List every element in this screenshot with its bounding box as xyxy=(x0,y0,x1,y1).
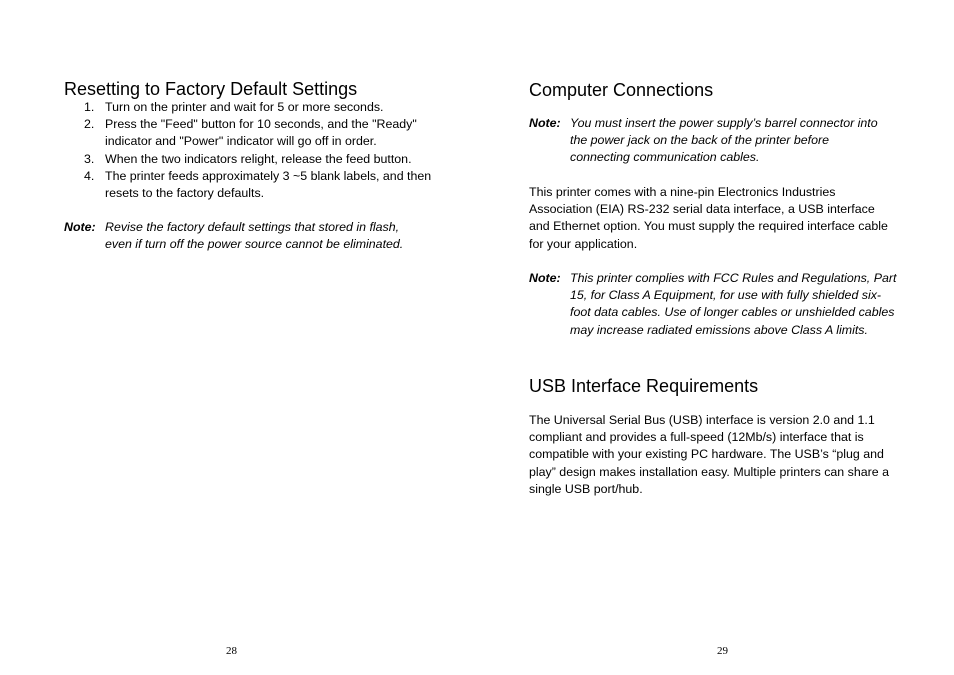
list-item: 4. The printer feeds approximately 3 ~5 blank labels, and then resets to the factory defaults. xyxy=(84,168,432,201)
step-text: Press the "Feed" button for 10 seconds, and the "Ready" indicator and "Power" indicator will go off in order. xyxy=(105,117,417,149)
factory-reset-note xyxy=(64,219,414,253)
note-label: Note: xyxy=(529,116,561,130)
section-heading-computer-connections: Computer Connections xyxy=(529,80,714,100)
step-text: The printer feeds approximately 3 ~5 blank labels, and then resets to the factory defaults. xyxy=(105,168,432,201)
note-text: You must insert the power supply’s barrel connector into the power jack on the back of the printer before connecting communication cables. xyxy=(570,116,878,165)
step-text: When the two indicators relight, release the feed button. xyxy=(105,151,412,166)
note-label: Note: xyxy=(64,220,96,234)
list-item: 1. Turn on the printer and wait for 5 or more seconds. xyxy=(84,100,384,114)
list-item: 3. When the two indicators relight, release the feed button. xyxy=(84,151,412,166)
reset-steps-list xyxy=(64,99,434,202)
right-page xyxy=(477,0,954,675)
fcc-note xyxy=(529,270,899,339)
usb-paragraph: The Universal Serial Bus (USB) interface is version 2.0 and 1.1 compliant and provides a full-speed (12Mb/s) interface that is compatible with your existing PC hardware. The USB’s “plug and play” design makes installation easy. Multiple printers can share a single USB port/hub. xyxy=(529,413,889,496)
section-heading-usb-requirements: USB Interface Requirements xyxy=(529,376,759,396)
page-number: 28 xyxy=(226,645,237,657)
page-number: 29 xyxy=(717,645,728,657)
note-label: Note: xyxy=(529,271,561,285)
power-supply-note xyxy=(529,115,889,167)
section-heading-factory-reset: Resetting to Factory Default Settings xyxy=(64,79,358,99)
list-item: 2. Press the "Feed" button for 10 seconds, and the "Ready" indicator and "Power" indicator will go off in order. xyxy=(84,117,417,149)
note-text: Revise the factory default settings that stored in flash, even if turn off the power source cannot be eliminated. xyxy=(105,220,404,252)
interface-paragraph: This printer comes with a nine-pin Electronics Industries Association (EIA) RS-232 serial data interface, a USB interface and Ethernet option. You must supply the required interface cable for your application. xyxy=(529,185,888,251)
step-text: Turn on the printer and wait for 5 or more seconds. xyxy=(105,100,384,114)
note-text: This printer complies with FCC Rules and Regulations, Part 15, for Class A Equipment, for use with fully shielded six-foot data cables. Use of longer cables or unshielded cables may increase radiated emissions above Class A limits. xyxy=(570,271,897,337)
